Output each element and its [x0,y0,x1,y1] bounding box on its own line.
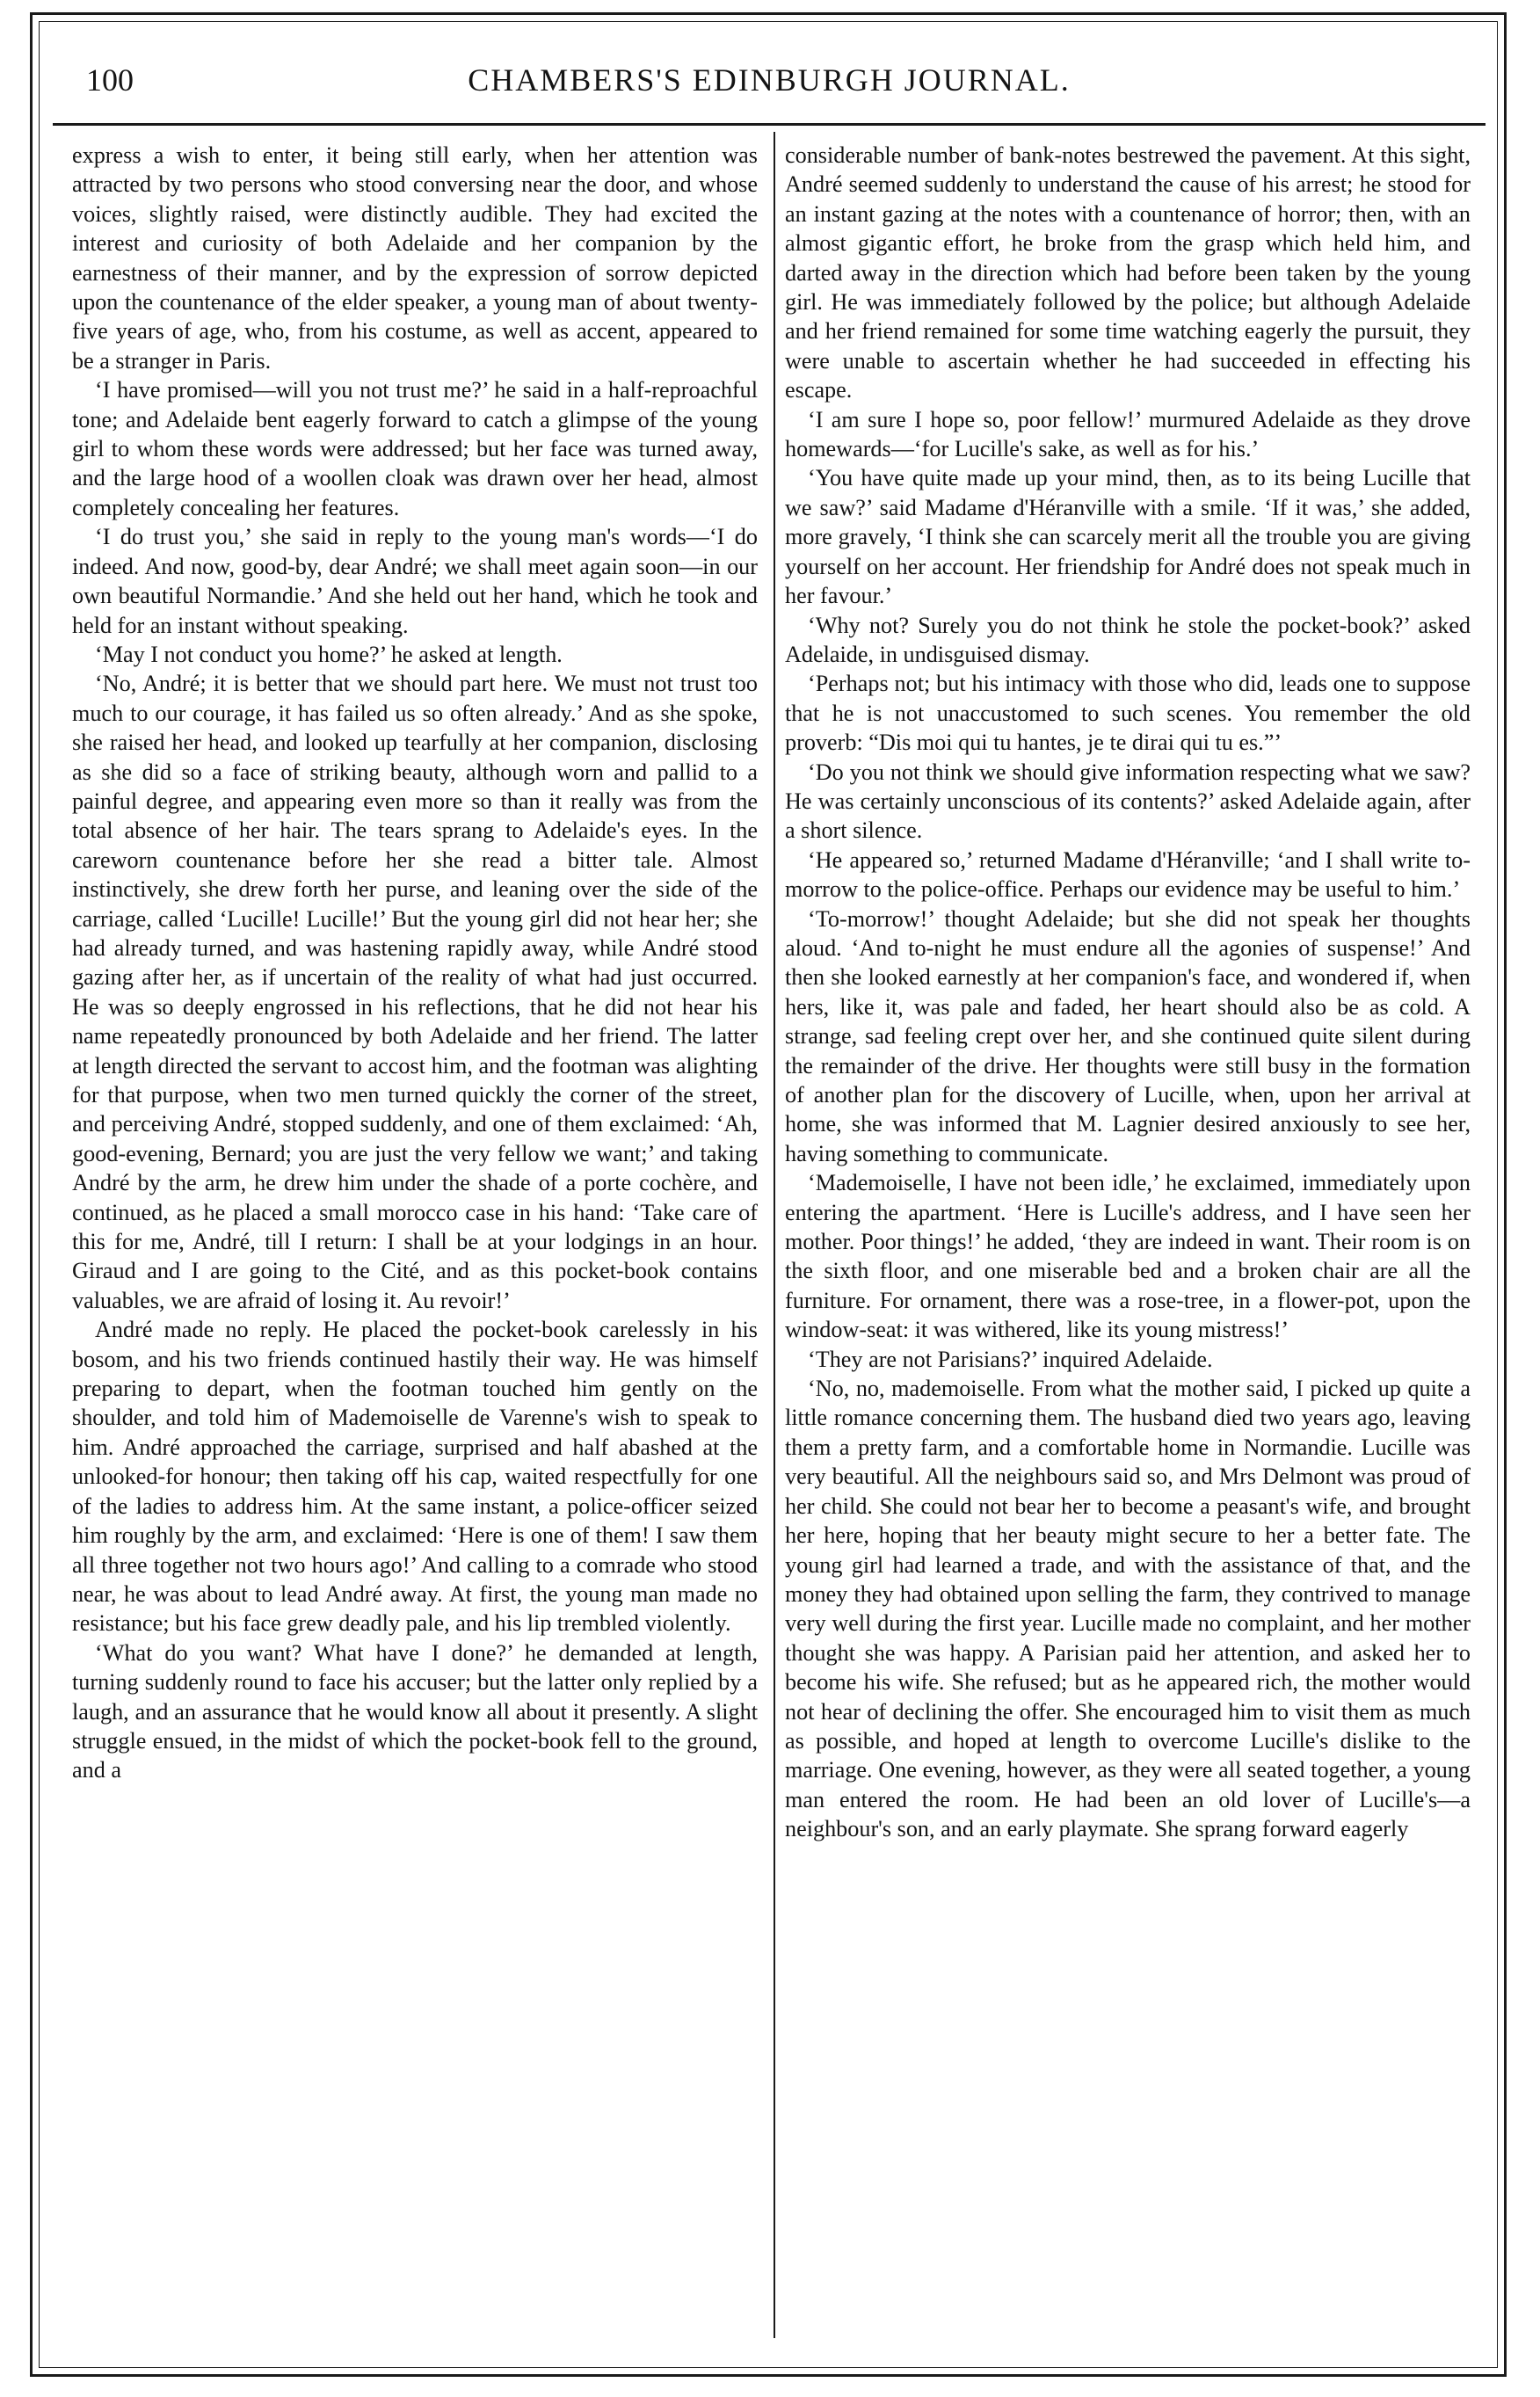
paragraph: ‘What do you want? What have I done?’ he demanded at length, turning suddenly round to face his accuser; but the latter only replied by a laugh, and an assurance that he would know all about it presently. A slight struggle ensued, in the midst of which the pocket-book fell to the ground, and a [72,1639,758,1783]
column-divider [774,132,775,2338]
page-number: 100 [86,62,134,98]
paragraph: ‘I am sure I hope so, poor fellow!’ murmured Adelaide as they drove homewards—‘for Lucille's sake, as well as for his.’ [785,406,1471,462]
header-rule [53,123,1486,126]
paragraph: ‘I have promised—will you not trust me?’ he said in a half-reproachful tone; and Adelaide bent eagerly forward to catch a glimpse of the young girl to whom these words were addressed; but her face was turned away, and the large hood of a woollen cloak was drawn over her head, almost completely concealing her features. [72,377,758,520]
paragraph: ‘Perhaps not; but his intimacy with those who did, leads one to suppose that he is not unaccustomed to such scenes. You remember the old proverb: “Dis moi qui tu hantes, je te dirai qui tu es.”’ [785,671,1471,756]
paragraph: ‘I do trust you,’ she said in reply to the young man's words—‘I do indeed. And now, good-by, dear André; we shall meet again soon—in our own beautiful Normandie.’ And she held out her hand, which he took and held for an instant without speaking. [72,524,758,638]
left-column [72,141,758,1785]
paragraph: ‘To-morrow!’ thought Adelaide; but she did not speak her thoughts aloud. ‘And to-night he must endure all the agonies of suspense!’ And then she looked earnestly at her companion's face, and wondered if, when hers, like it, was pale and faded, her heart should also be as cold. A strange, sad feeling crept over her, and she continued quite silent during the remainder of the drive. Her thoughts were still busy in the formation of another plan for the discovery of Lucille, when, upon her arrival at home, she was informed that M. Lagnier desired anxiously to see her, having something to communicate. [785,905,1471,1166]
journal-title: CHAMBERS'S EDINBURGH JOURNAL. [468,62,1071,98]
page-header [53,54,1486,134]
paragraph: ‘May I not conduct you home?’ he asked at length. [95,641,563,667]
paragraph: ‘They are not Parisians?’ inquired Adelaide. [808,1346,1213,1372]
paragraph: considerable number of bank-notes bestrewed the pavement. At this sight, André seemed suddenly to understand the cause of his arrest; he stood for an instant gazing at the notes with a countenance of horror; then, with an almost gigantic effort, he broke from the grasp which held him, and darted away in the direction which had before been taken by the young girl. He was immediately followed by the police; but although Adelaide and her friend remained for some time watching eagerly the pursuit, they were unable to ascertain whether he had succeeded in effecting his escape. [785,142,1471,403]
paragraph: ‘You have quite made up your mind, then, as to its being Lucille that we saw?’ said Madame d'Héranville with a smile. ‘If it was,’ she added, more gravely, ‘I think she can scarcely merit all the trouble you are giving yourself on her account. Her friendship for André does not speak much in her favour.’ [785,465,1471,609]
paragraph: ‘No, André; it is better that we should part here. We must not trust too much to our courage, it has failed us so often already.’ And as she spoke, she raised her head, and looked up tearfully at her companion, disclosing as she did so a face of striking beauty, although worn and pallid to a painful degree, and appearing even more so than it really was from the total absence of her hair. The tears sprang to Adelaide's eyes. In the careworn countenance before her she read a bitter tale. Almost instinctively, she drew forth her purse, and leaning over the side of the carriage, called ‘Lucille! Lucille!’ But the young girl did not hear her; she had already turned, and was hastening rapidly away, while André stood gazing after her, as if uncertain of the reality of what had just occurred. He was so deeply engrossed in his reflections, that he did not hear his name repeatedly pronounced by both Adelaide and her friend. The latter at length directed the servant to accost him, and the footman was alighting for that purpose, when two men turned quickly the corner of the street, and perceiving André, stopped suddenly, and one of them exclaimed: ‘Ah, good-evening, Bernard; you are just the very fellow we want;’ and taking André by the arm, he drew him under the shade of a porte cochère, and continued, as he placed a small morocco case in his hand: ‘Take care of this for me, André, till I return: I shall be at your lodgings in an hour. Giraud and I are going to the Cité, and as this pocket-book contains valuables, we are afraid of losing it. Au revoir!’ [72,671,758,1313]
paragraph: ‘He appeared so,’ returned Madame d'Héranville; ‘and I shall write to-morrow to the police-office. Perhaps our evidence may be useful to him.’ [785,846,1471,903]
paragraph: ‘Mademoiselle, I have not been idle,’ he exclaimed, immediately upon entering the apartment. ‘Here is Lucille's address, and I have seen her mother. Poor things!’ he added, ‘they are indeed in want. Their room is on the sixth floor, and one miserable bed and a broken chair are all the furniture. For ornament, there was a rose-tree, in a flower-pot, upon the window-seat: it was withered, like its young mistress!’ [785,1170,1471,1343]
paragraph: ‘No, no, mademoiselle. From what the mother said, I picked up quite a little romance concerning them. The husband died two years ago, leaving them a pretty farm, and a comfortable home in Normandie. Lucille was very beautiful. All the neighbours said so, and Mrs Delmont was proud of her child. She could not bear her to become a peasant's wife, and brought her here, hoping that her beauty might secure to her a better fate. The young girl had learned a trade, and with the assistance of that, and the money they had obtained upon selling the farm, they contrived to manage very well during the first year. Lucille made no complaint, and her mother thought she was happy. A Parisian paid her attention, and asked her to become his wife. She refused; but as he appeared rich, the mother would not hear of declining the offer. She encouraged him to visit them as much as possible, and hoped at length to overcome Lucille's dislike to the marriage. One evening, however, as they were all seated together, a young man entered the room. He had been an old lover of Lucille's—a neighbour's son, and an early playmate. She sprang forward eagerly [785,1376,1471,1842]
right-column [785,141,1471,1844]
paragraph: André made no reply. He placed the pocket-book carelessly in his bosom, and his two friends continued hastily their way. He was himself preparing to depart, when the footman touched him gently on the shoulder, and told him of Mademoiselle de Varenne's wish to speak to him. André approached the carriage, surprised and half abashed at the unlooked-for honour; then taking off his cap, waited respectfully for one of the ladies to address him. At the same instant, a police-officer seized him roughly by the arm, and exclaimed: ‘Here is one of them! I saw them all three together not two hours ago!’ And calling to a comrade who stood near, he was about to lead André away. At first, the young man made no resistance; but his face grew deadly pale, and his lip trembled violently. [72,1317,758,1637]
paragraph: express a wish to enter, it being still early, when her attention was attracted by two persons who stood conversing near the door, and whose voices, slightly raised, were distinctly audible. They had excited the interest and curiosity of both Adelaide and her companion by the earnestness of their manner, and by the expression of sorrow depicted upon the countenance of the elder speaker, a young man of about twenty-five years of age, who, from his costume, as well as accent, appeared to be a stranger in Paris. [72,142,758,374]
paragraph: ‘Do you not think we should give information respecting what we saw? He was certainly unconscious of its contents?’ asked Adelaide again, after a short silence. [785,759,1471,844]
paragraph: ‘Why not? Surely you do not think he stole the pocket-book?’ asked Adelaide, in undisguised dismay. [785,612,1471,667]
